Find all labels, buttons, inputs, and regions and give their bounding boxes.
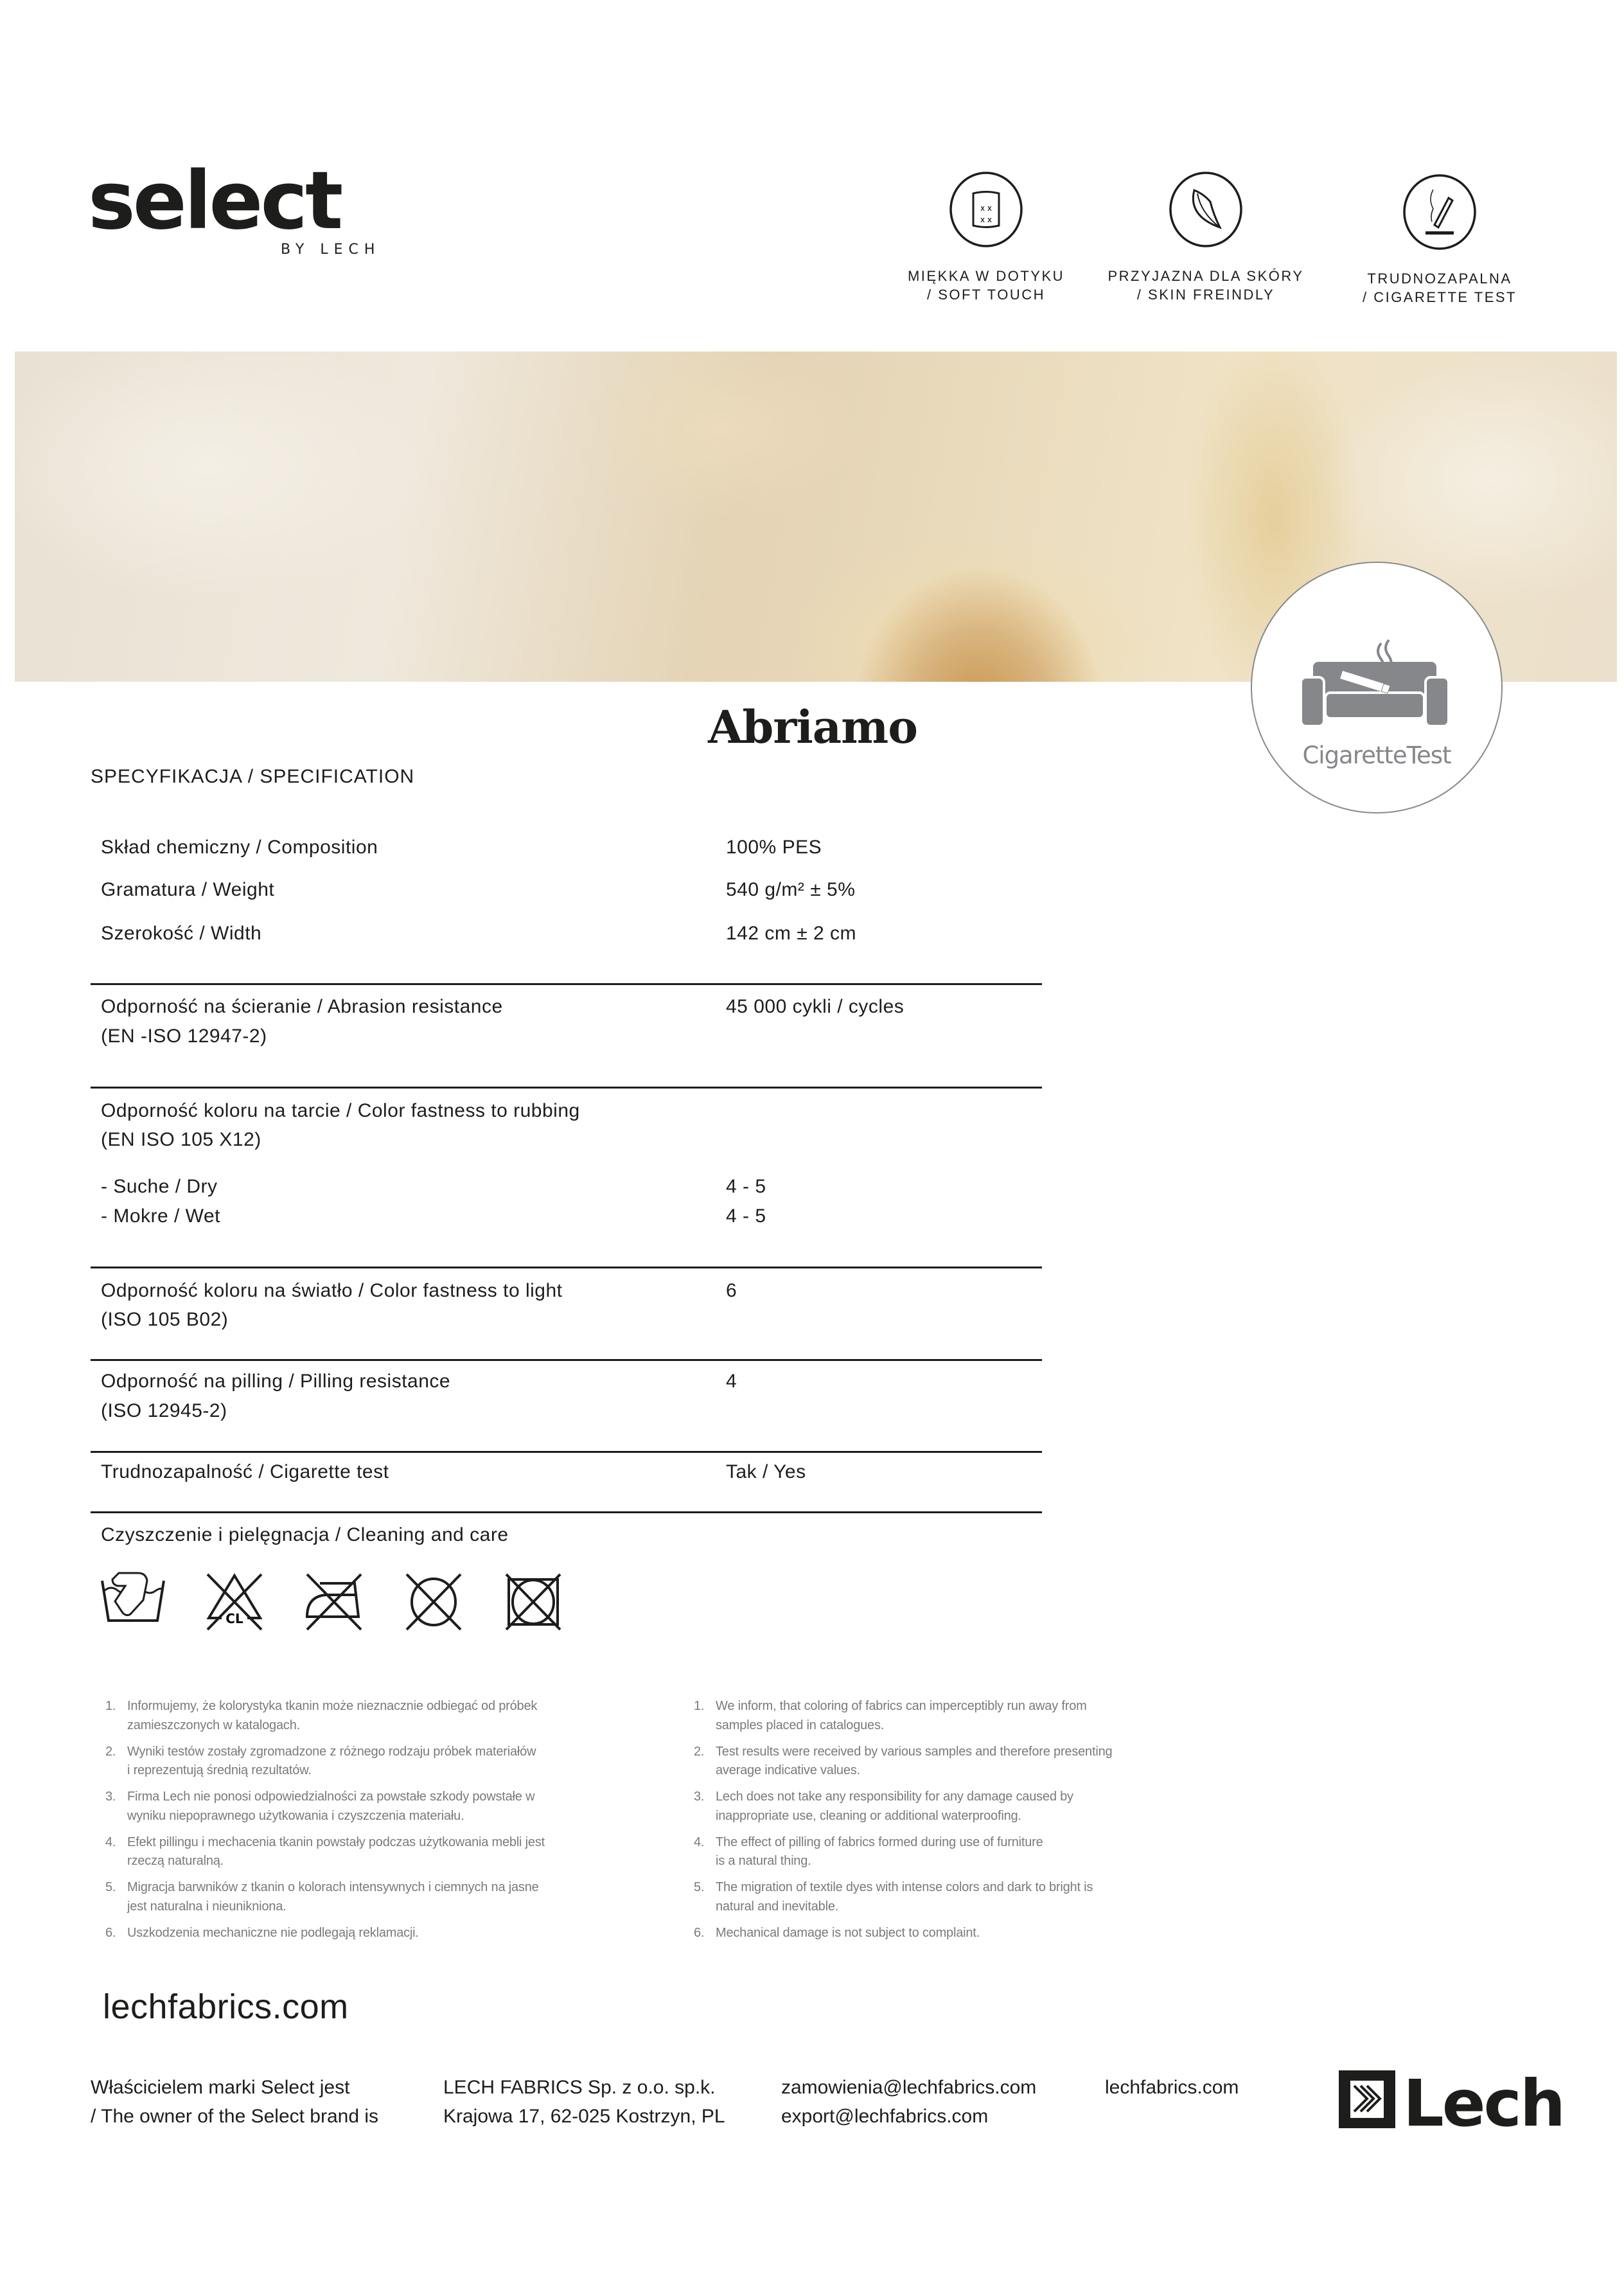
svg-text:select: select [88, 155, 341, 247]
note-number: 6. [105, 1926, 116, 1940]
svg-text:x x: x x [980, 204, 993, 213]
care-label: Czyszczenie i pielęgnacja / Cleaning and care [101, 1524, 509, 1545]
footer-web [1105, 2073, 1239, 2102]
email-export[interactable]: export@lechfabrics.com [781, 2106, 989, 2127]
footer-company [443, 2073, 725, 2131]
note-text: Uszkodzenia mechaniczne nie podlegają reklamacji. [127, 1926, 419, 1940]
feature-label: PRZYJAZNA DLA SKÓRY [1108, 268, 1304, 284]
note-text: Informujemy, że kolorystyka tkanin może nieznacznie odbiegać od próbek [127, 1699, 538, 1713]
divider [91, 1359, 1042, 1361]
select-by-lech-logo [88, 155, 390, 260]
no-bleach-icon [202, 1568, 267, 1632]
rubbing-wet-value: 4 - 5 [726, 1205, 766, 1227]
no-iron-icon [302, 1568, 366, 1632]
cigarette-value: Tak / Yes [726, 1461, 806, 1482]
pilling-value: 4 [726, 1371, 737, 1392]
svg-text:BY LECH: BY LECH [281, 242, 381, 258]
note-text: Mechanical damage is not subject to complaint. [716, 1926, 980, 1940]
feature-soft-touch [877, 171, 1095, 304]
note-text: is a natural thing. [716, 1854, 811, 1869]
note-text: i reprezentują średnią rezultatów. [127, 1763, 312, 1778]
company-name: LECH FABRICS Sp. z o.o. sp.k. [443, 2077, 716, 2098]
light-value: 6 [726, 1280, 737, 1301]
footer-website-link[interactable]: lechfabrics.com [1105, 2077, 1239, 2098]
pilling-norm: (ISO 12945-2) [101, 1400, 227, 1421]
product-title: Abriamo [708, 700, 917, 754]
weight-value: 540 g/m² ± 5% [726, 879, 856, 900]
note-text: The migration of textile dyes with intense colors and dark to bright is [716, 1880, 1093, 1895]
note-number: 1. [105, 1699, 116, 1713]
svg-text:CL: CL [225, 1611, 243, 1626]
note-text: average indicative values. [716, 1763, 860, 1778]
pilling-label: Odporność na pilling / Pilling resistance [101, 1371, 451, 1392]
rubbing-norm: (EN ISO 105 X12) [101, 1129, 261, 1150]
divider [91, 1087, 1042, 1089]
divider [91, 1267, 1042, 1268]
weight-label: Gramatura / Weight [101, 879, 275, 900]
feature-label: / SOFT TOUCH [926, 287, 1046, 303]
light-label: Odporność koloru na światło / Color fastness to light [101, 1280, 563, 1301]
feature-label: / SKIN FREINDLY [1136, 287, 1275, 303]
note-text: rzeczą naturalną. [127, 1854, 224, 1869]
leaf-icon [1169, 171, 1243, 248]
spec-heading: SPECYFIKACJA / SPECIFICATION [91, 766, 415, 787]
pillow-icon [949, 171, 1023, 248]
divider [91, 1451, 1042, 1453]
width-label: Szerokość / Width [101, 923, 262, 944]
company-address: Krajowa 17, 62-025 Kostrzyn, PL [443, 2106, 725, 2127]
note-text: Test results were received by various samples and therefore presenting [716, 1744, 1113, 1759]
owner-line-en: / The owner of the Select brand is [91, 2106, 379, 2127]
rubbing-wet-label: - Mokre / Wet [101, 1205, 220, 1227]
note-text: inappropriate use, cleaning or additional waterproofing. [716, 1808, 1021, 1823]
abrasion-label: Odporność na ścieranie / Abrasion resistance [101, 996, 503, 1017]
website-link[interactable]: lechfabrics.com [103, 1987, 349, 2026]
footer-owner [91, 2073, 378, 2131]
note-text: zamieszczonych w katalogach. [127, 1718, 300, 1732]
note-text: Migracja barwników z tkanin o kolorach intensywnych i ciemnych na jasne [127, 1880, 539, 1895]
note-text: We inform, that coloring of fabrics can imperceptibly run away from [716, 1699, 1087, 1713]
email-orders[interactable]: zamowienia@lechfabrics.com [781, 2077, 1037, 2098]
rubbing-label: Odporność koloru na tarcie / Color fastness to rubbing [101, 1100, 580, 1121]
hand-wash-icon [100, 1568, 166, 1632]
feature-label: TRUDNOZAPALNA [1367, 271, 1512, 287]
feature-skin-friendly [1097, 171, 1315, 304]
note-text: wyniku niepoprawnego użytkowania i czyszczenia materiału. [127, 1808, 464, 1823]
note-number: 3. [105, 1790, 116, 1804]
cigarette-icon [1402, 173, 1477, 251]
note-text: samples placed in catalogues. [716, 1718, 885, 1732]
note-number: 1. [694, 1699, 705, 1713]
composition-value: 100% PES [726, 837, 822, 858]
badge-label: CigaretteTest [1302, 742, 1451, 769]
sofa-cigarette-icon [1301, 640, 1455, 736]
divider [91, 1511, 1042, 1513]
note-text: natural and inevitable. [716, 1899, 839, 1914]
light-norm: (ISO 105 B02) [101, 1309, 229, 1330]
feature-cigarette-test [1330, 173, 1549, 307]
width-value: 142 cm ± 2 cm [726, 923, 857, 944]
cigarette-test-badge [1251, 562, 1503, 814]
rubbing-dry-label: - Suche / Dry [101, 1176, 218, 1197]
feature-label: MIĘKKA W DOTYKU [907, 268, 1065, 284]
owner-line-pl: Właścicielem marki Select jest [91, 2077, 350, 2098]
note-text: The effect of pilling of fabrics formed during use of furniture [716, 1835, 1043, 1849]
note-number: 6. [694, 1926, 705, 1940]
no-tumble-dry-icon [501, 1568, 565, 1632]
no-dry-clean-icon [402, 1568, 466, 1632]
note-number: 4. [105, 1835, 116, 1849]
divider [91, 983, 1042, 985]
abrasion-value: 45 000 cykli / cycles [726, 996, 905, 1017]
note-text: Firma Lech nie ponosi odpowiedzialności za powstałe szkody powstałe w [127, 1790, 535, 1804]
note-text: Efekt pillingu i mechacenia tkanin powstały podczas użytkowania mebli jest [127, 1835, 545, 1849]
note-number: 4. [694, 1835, 705, 1849]
svg-text:x x: x x [980, 215, 993, 224]
feature-label: / CIGARETTE TEST [1362, 289, 1517, 305]
footer-emails [781, 2073, 1036, 2131]
note-text: jest naturalna i nieunikniona. [127, 1899, 287, 1914]
note-number: 2. [694, 1744, 705, 1759]
note-number: 3. [694, 1790, 705, 1804]
note-number: 5. [694, 1880, 705, 1895]
cigarette-label: Trudnozapalność / Cigarette test [101, 1461, 389, 1482]
note-number: 2. [105, 1744, 116, 1759]
lech-logo [1339, 2066, 1564, 2141]
rubbing-dry-value: 4 - 5 [726, 1176, 766, 1197]
note-text: Wyniki testów zostały zgromadzone z różnego rodzaju próbek materiałów [127, 1744, 536, 1759]
abrasion-norm: (EN -ISO 12947-2) [101, 1026, 267, 1047]
note-number: 5. [105, 1880, 116, 1895]
note-text: Lech does not take any responsibility for any damage caused by [716, 1790, 1073, 1804]
composition-label: Skład chemiczny / Composition [101, 837, 378, 858]
svg-text:Lech: Lech [1403, 2066, 1564, 2141]
